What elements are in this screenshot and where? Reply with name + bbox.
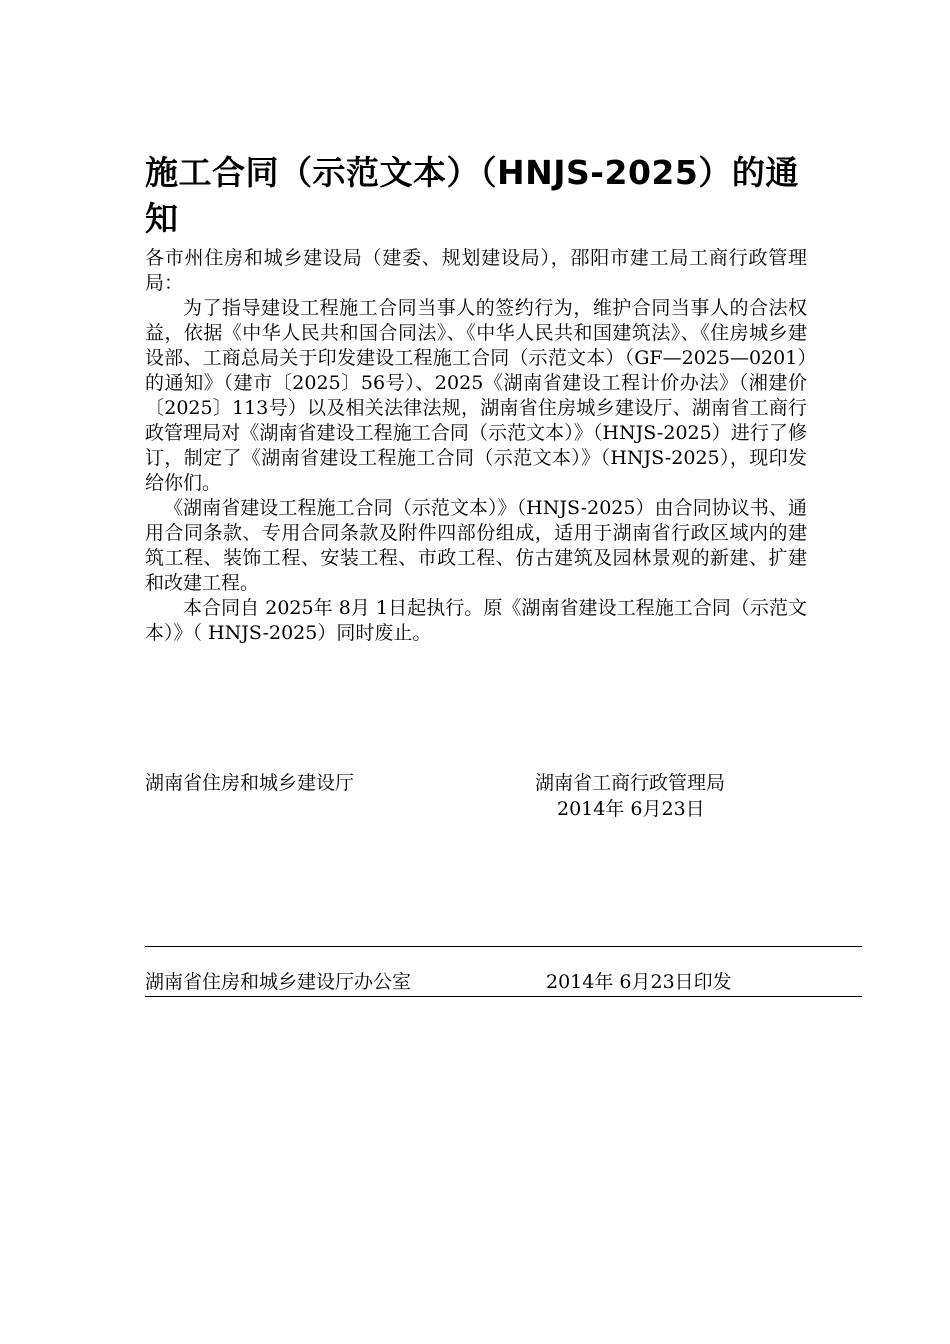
footer-issuing-office: 湖南省住房和城乡建设厅办公室: [145, 971, 412, 993]
paragraph-scope: 《湖南省建设工程施工合同（示范文本）》（HNJS-2025）由合同协议书、通用合同条款、专用合同条款及附件四部份组成，适用于湖南省行政区域内的建筑工程、装饰工程、安装工程、市政工程、仿古建筑及园林景观的新建、扩建和改建工程。: [145, 497, 807, 594]
signature-commerce-bureau: 湖南省工商行政管理局: [535, 772, 726, 794]
paragraph-purpose: 为了指导建设工程施工合同当事人的签约行为，维护合同当事人的合法权益，依据《中华人民共和国合同法》、《中华人民共和国建筑法》、《住房城乡建设部、工商总局关于印发建设工程施工合同（示范文本）（GF—2025—0201）的通知》（建市〔2025〕56号）、2025《湖南省建设工程计价办法》（湘建价〔2025〕113号）以及相关法律法规，湖南省住房城乡建设厅、湖南省工商行政管理局对《湖南省建设工程施工合同（示范文本）》（HNJS-2025）进行了修订，制定了《湖南省建设工程施工合同（示范文本）》（HNJS-2025），现印发给你们。: [145, 297, 807, 494]
signature-date: 2014年 6月23日: [557, 798, 705, 820]
signature-housing-department: 湖南省住房和城乡建设厅: [145, 772, 355, 794]
document-title: 施工合同（示范文本）（HNJS-2025）的通知: [145, 153, 799, 239]
footer-rule-bottom: [145, 996, 862, 997]
paragraph-effective-date: 本合同自 2025年 8月 1日起执行。原《湖南省建设工程施工合同（示范文本）》（ HNJS-2025）同时废止。: [145, 597, 807, 644]
addressee: 各市州住房和城乡建设局（建委、规划建设局），邵阳市建工局工商行政管理局：: [145, 247, 807, 294]
footer-issue-date: 2014年 6月23日印发: [546, 971, 732, 993]
footer-rule-top: [145, 946, 862, 947]
document-body: [145, 246, 807, 646]
